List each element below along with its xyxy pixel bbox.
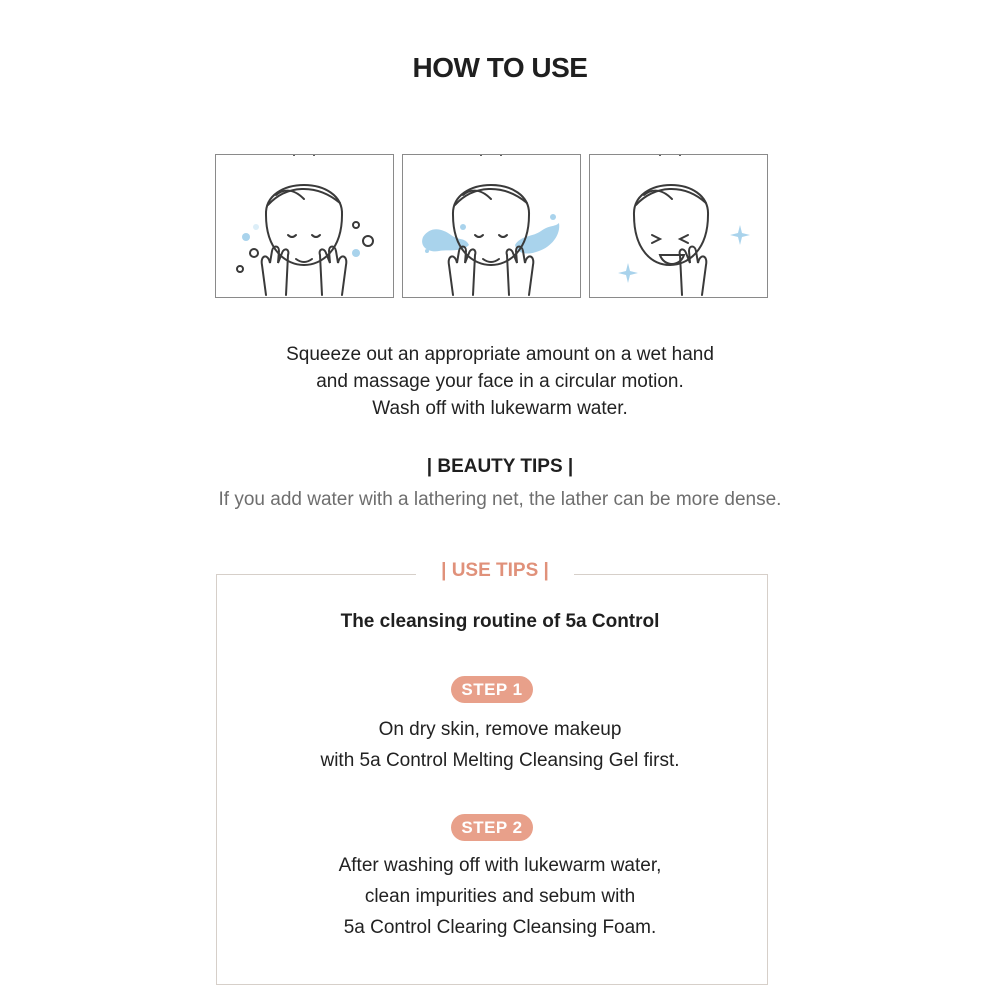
page-title: HOW TO USE (412, 52, 588, 83)
step-2-line: After washing off with lukewarm water, (338, 855, 662, 876)
step-1-badge: STEP 1 (451, 676, 533, 703)
usage-description-line: Squeeze out an appropriate amount on a wet hand (286, 344, 714, 365)
step-2-text (0, 850, 1000, 943)
use-tips-title: | USE TIPS | (441, 560, 549, 581)
face-rinse-water-icon (403, 155, 580, 297)
step-2-badge: STEP 2 (451, 814, 533, 841)
usage-description-line: Wash off with lukewarm water. (372, 398, 628, 419)
face-clean-smile-icon (590, 155, 767, 297)
step-1-line: On dry skin, remove makeup (378, 719, 622, 740)
step-1-text (0, 714, 1000, 776)
beauty-tips-text: If you add water with a lathering net, the lather can be more dense. (218, 489, 782, 510)
face-massage-foam-icon (216, 155, 393, 297)
step-2-line: 5a Control Clearing Cleansing Foam. (343, 917, 657, 938)
how-to-use-illustrations (215, 154, 767, 298)
illustration-step-massage (215, 154, 394, 298)
illustration-step-clean (589, 154, 768, 298)
step-2-line: clean impurities and sebum with (364, 886, 636, 907)
illustration-step-rinse (402, 154, 581, 298)
beauty-tips-title: | BEAUTY TIPS | (426, 456, 574, 477)
usage-description (0, 341, 1000, 422)
step-1-line: with 5a Control Melting Cleansing Gel first. (320, 750, 680, 771)
use-tips-box-divider (216, 574, 416, 575)
usage-description-line: and massage your face in a circular motion. (316, 371, 684, 392)
use-tips-box-divider (574, 574, 767, 575)
routine-title: The cleansing routine of 5a Control (340, 611, 660, 632)
